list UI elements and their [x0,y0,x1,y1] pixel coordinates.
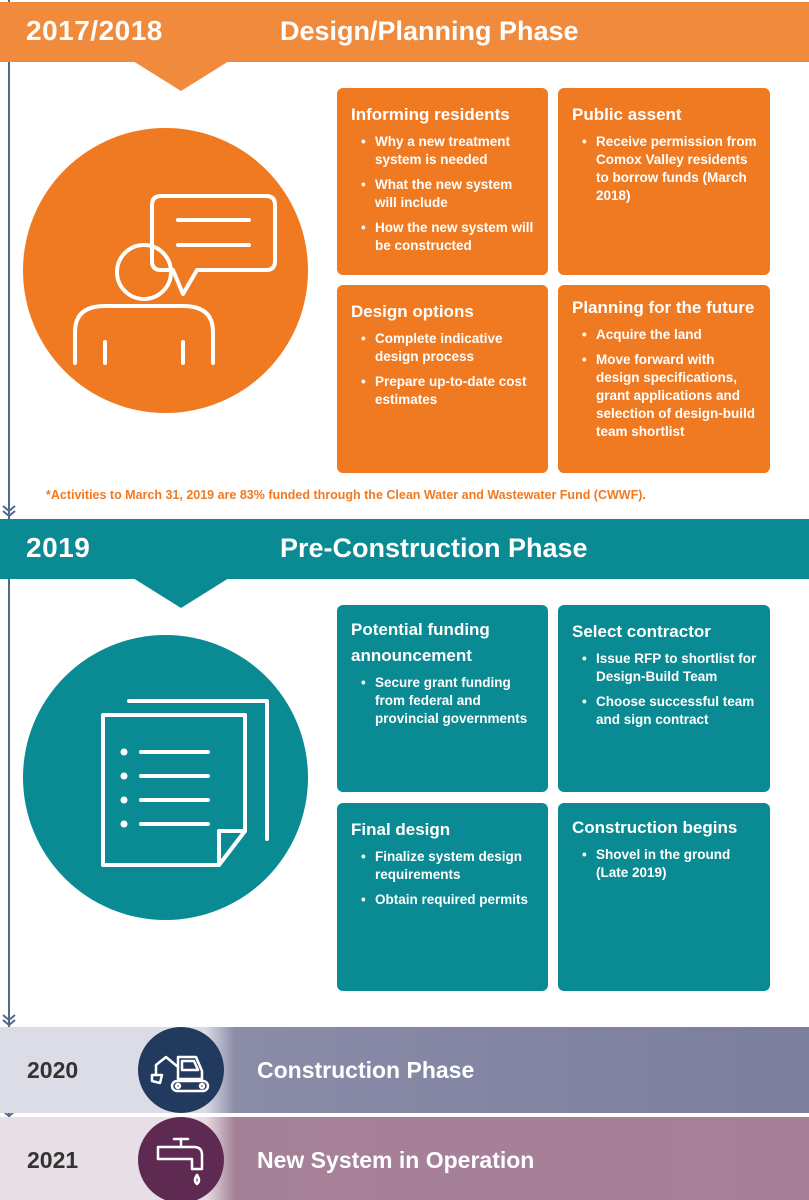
documents-icon [23,635,308,920]
card-bullet: • Acquire the land [580,326,758,344]
phase2-header [0,519,809,579]
card-bullet: • Why a new treatment system is needed [359,133,536,169]
phase4-row [0,1117,809,1200]
card-title: Design options [351,302,474,321]
phase1-header-arrow [133,61,229,91]
faucet-icon [138,1117,224,1200]
phase1-card-2 [558,88,770,275]
phase1-title: Design/Planning Phase [280,16,579,46]
card-title: Construction begins [572,818,738,837]
card-bullet: • What the new system will include [359,176,536,212]
card-bullet: • How the new system will be constructed [359,219,536,255]
phase2-title: Pre-Construction Phase [280,533,588,563]
card-bullet: • Finalize system design requirements [359,848,536,884]
phase1-card-1 [337,88,548,275]
phase3-year: 2020 [27,1057,79,1083]
phase2-card-4 [558,803,770,991]
card-bullet: • Choose successful team and sign contract [580,693,758,729]
phase2-card-1 [337,605,548,792]
phase2-card-2 [558,605,770,792]
person-speech-icon [23,128,308,413]
phase4-year: 2021 [27,1147,79,1173]
phase1-year: 2017/2018 [26,15,163,46]
card-title: Select contractor [572,622,711,641]
card-bullet: • Receive permission from Comox Valley residents to borrow funds (March 2018) [580,133,758,205]
card-bullet: • Prepare up-to-date cost estimates [359,373,536,409]
phase2-header-arrow [133,578,229,608]
excavator-icon [138,1027,224,1113]
phase1-header [0,2,809,62]
phase2-card-3 [337,803,548,991]
card-title: Informing residents [351,105,510,124]
phase4-title: New System in Operation [257,1147,535,1173]
phase3-title: Construction Phase [257,1057,475,1083]
phase3-row [0,1027,809,1113]
phase3-circle [138,1027,224,1113]
card-bullet: • Move forward with design specifications, grant applications and selection of design-build team shortlist [580,351,758,441]
funding-footnote: *Activities to March 31, 2019 are 83% funded through the Clean Water and Wastewater Fund (CWWF). [46,488,646,502]
phase2-year: 2019 [26,532,91,563]
timeline-chevron-icon [2,505,16,517]
card-bullet: • Issue RFP to shortlist for Design-Build Team [580,650,758,686]
phase1-circle [23,128,308,413]
phase1-card-3 [337,285,548,473]
card-title: Public assent [572,105,682,124]
phase2-circle [23,635,308,920]
card-title: Final design [351,820,451,839]
phase1-card-4 [558,285,770,473]
card-bullet: • Shovel in the ground (Late 2019) [580,846,758,882]
card-title: Potential funding announcement [351,620,490,665]
card-title: Planning for the future [572,298,755,317]
card-bullet: • Secure grant funding from federal and provincial governments [359,674,536,728]
timeline-chevron-icon [2,1014,16,1026]
card-bullet: • Obtain required permits [359,891,536,909]
phase4-circle [138,1117,224,1200]
card-bullet: • Complete indicative design process [359,330,536,366]
